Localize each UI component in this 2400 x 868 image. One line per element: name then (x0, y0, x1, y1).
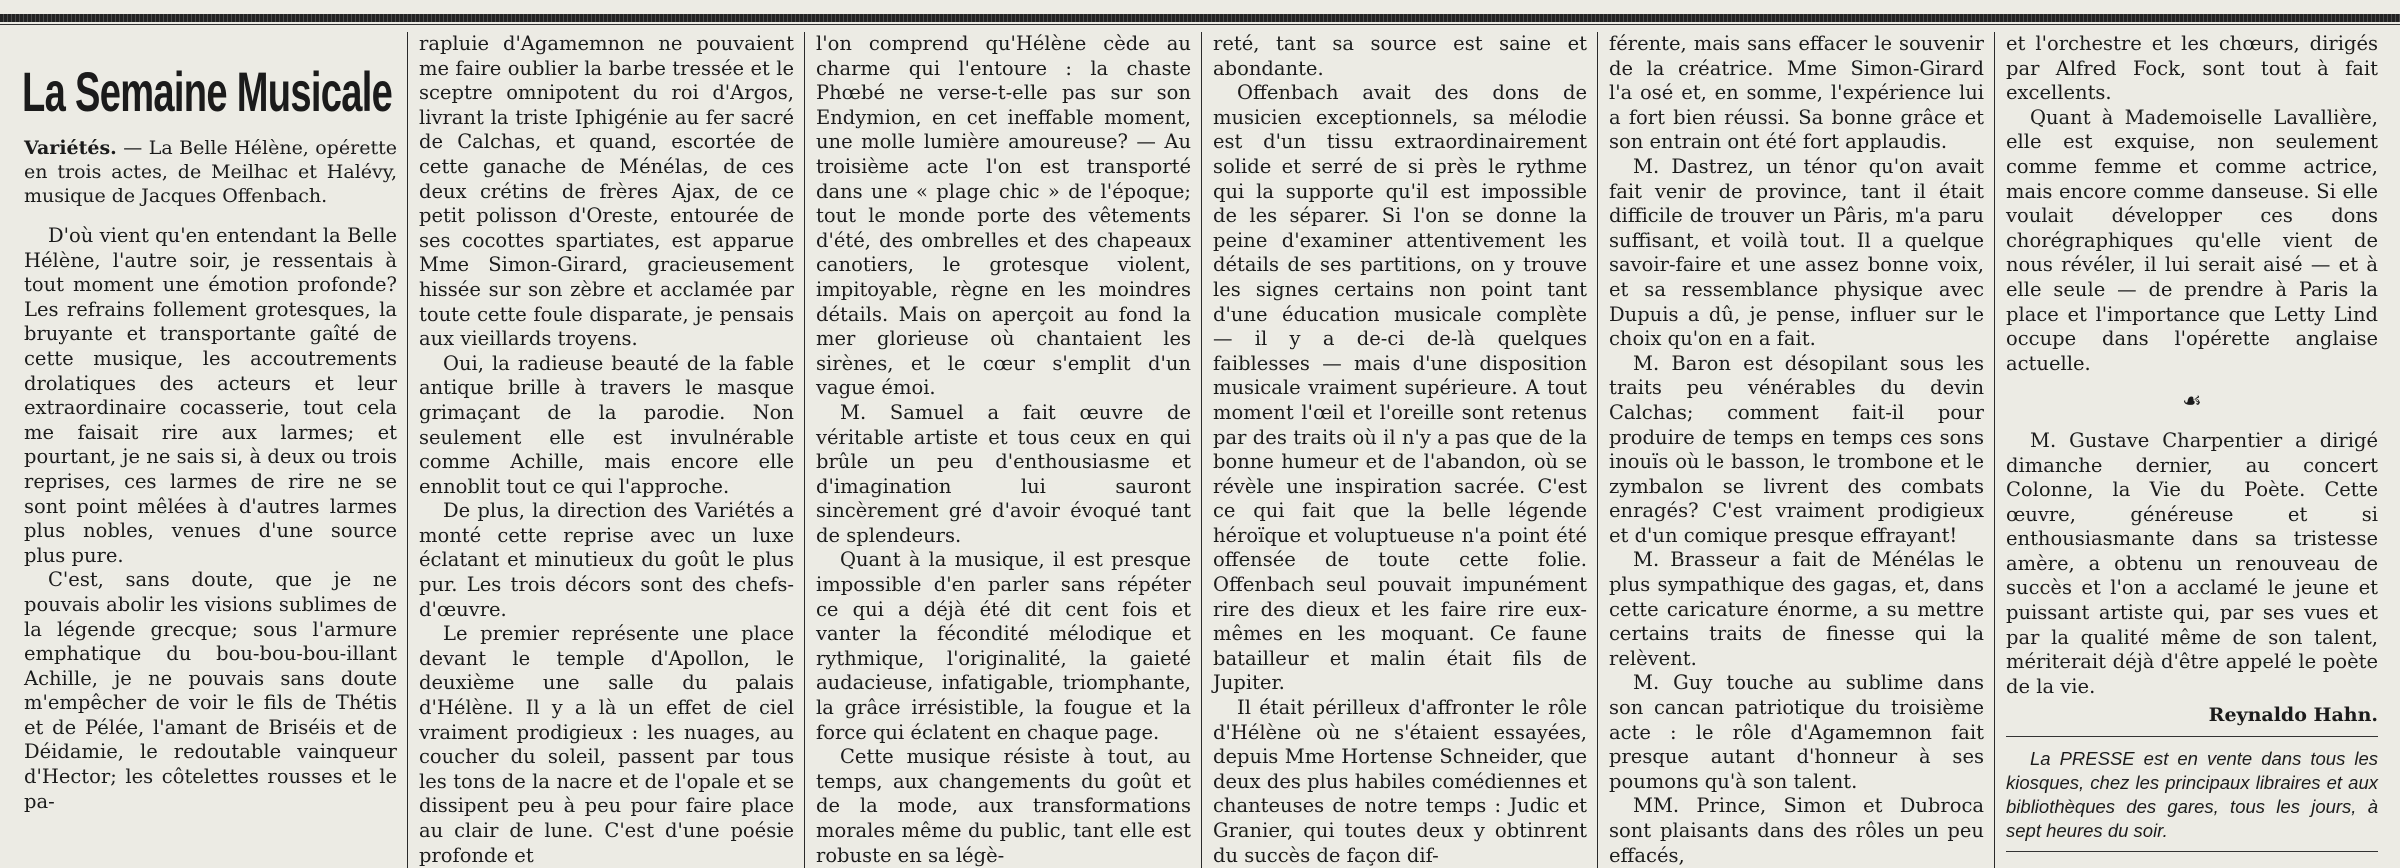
notice-rule (2006, 736, 2378, 737)
paragraph: Quant à Mademoiselle Lavallière, elle est exquise, non seulement comme femme et comme actrice, mais encore comme danseuse. Si elle voulait développer ces dons chorégraphiques qu'elle vient de nous révéler, il lui serait aisé — et à elle seule — de prendre à Paris la place et l'importance que Letty Lind occupe dans l'opérette anglaise actuelle. (2006, 105, 2378, 375)
paragraph: et l'orchestre et les chœurs, dirigés par Alfred Fock, sont tout à fait excellents. (2006, 32, 2378, 105)
paragraph: M. Dastrez, un ténor qu'on avait fait venir de province, tant il était difficile de trouver un Pâris, m'a paru suffisant, et voilà tout. Il a quelque savoir-faire et une assez bonne voix, et sa ressemblance physique avec Dupuis a dû, je pense, influer sur le choix qu'on en a fait. (1609, 154, 1984, 351)
paragraph: De plus, la direction des Variétés a monté cette reprise avec un luxe éclatant et minutieux du goût le plus pur. Les trois décors sont des chefs-d'œuvre. (419, 499, 794, 621)
article-columns (12, 32, 2388, 867)
rubric-label: Variétés. (24, 137, 117, 159)
column-3 (804, 32, 1201, 868)
column-6 (1994, 32, 2388, 868)
fleuron-separator: ☙ (2182, 389, 2202, 415)
column-2 (407, 32, 804, 868)
sales-notice: La PRESSE est en vente dans tous les kiosques, chez les principaux libraires et aux bibliothèques des gares, tous les jours, à sept heures du soir. (2006, 748, 2378, 842)
paragraph: M. Brasseur a fait de Ménélas le plus sympathique des gagas, et, dans cette caricature énorme, a su mettre certains traits de finesse qui la relèvent. (1609, 548, 1984, 670)
top-rule-thin (0, 24, 2400, 25)
masthead-title: La Semaine Musicale (22, 60, 393, 123)
paragraph: M. Gustave Charpentier a dirigé dimanche dernier, au concert Colonne, la Vie du Poète. Cette œuvre, généreuse et si enthousiasmante dans sa tristesse amère, a obtenu un renouveau de succès et l'on a acclamé le jeune et puissant artiste qui, par ses vues et par la qualité même de son talent, mériterait déjà d'être appelé le poète de la vie. (2006, 428, 2378, 698)
paragraph: Il était périlleux d'affronter le rôle d'Hélène où ne s'étaient essayées, depuis Mme Hortense Schneider, que deux des plus habiles comédiennes et chanteuses de notre temps : Judic et Granier, qui toutes deux y obtinrent du succès de façon dif- (1213, 696, 1587, 867)
paragraph: férente, mais sans effacer le souvenir de la créatrice. Mme Simon-Girard l'a osé et, en somme, l'expérience lui a fort bien réussi. Sa bonne grâce et son entrain ont été fort applaudis. (1609, 32, 1984, 154)
notice-bottom-rule (2006, 851, 2378, 852)
column-4 (1201, 32, 1597, 868)
paragraph: D'où vient qu'en entendant la Belle Hélène, l'autre soir, je ressentais à tout moment une émotion profonde? Les refrains follement grotesques, la bruyante et transportante gaîté de cette musique, les accoutrements drolatiques des acteurs et leur extraordinaire cocasserie, tout cela me faisait rire aux larmes; et pourtant, je ne sais si, à deux ou trois reprises, ces larmes de rire ne se sont point mêlées à d'autres larmes plus nobles, venues d'une source plus pure. (24, 224, 397, 567)
column-1 (12, 32, 407, 868)
paragraph: MM. Prince, Simon et Dubroca sont plaisants dans des rôles un peu effacés, (1609, 794, 1984, 867)
paragraph: Cette musique résiste à tout, au temps, aux changements du goût et de la mode, aux transformations morales même du public, tant elle est robuste en sa légè- (816, 745, 1191, 867)
top-rule (0, 14, 2400, 22)
paragraph: rapluie d'Agamemnon ne pouvaient me faire oublier la barbe tressée et le sceptre omnipotent du roi d'Argos, livrant la triste Iphigénie au fer sacré de Calchas, et quand, escortée de cette ganache de Ménélas, de ces deux crétins de frères Ajax, de ce petit polisson d'Oreste, entourée de ses cocottes spartiates, est apparue Mme Simon-Girard, gracieusement hissée sur son zèbre et acclamée par toute cette foule disparate, je pensais aux vieillards troyens. (419, 32, 794, 351)
review-rubric (24, 136, 397, 208)
paragraph: M. Baron est désopilant sous les traits peu vénérables du devin Calchas; comment fait-il pour produire de temps en temps ces sons inouïs où le basson, le trombone et le zymbalon se livrent des combats enragés? C'est vraiment prodigieux et d'un comique presque effrayant! (1609, 351, 1984, 547)
paragraph: M. Samuel a fait œuvre de véritable artiste et tous ceux en qui brûle un peu d'enthousiasme et d'imagination lui sauront sincèrement gré d'avoir évoqué tant de splendeurs. (816, 400, 1191, 547)
paragraph: Offenbach avait des dons de musicien exceptionnels, sa mélodie est d'un tissu extraordinairement solide et serré de si près le rythme qui la supporte qu'il est impossible de les séparer. Si l'on se donne la peine d'examiner attentivement les détails de ses partitions, on y trouve les signes certains non point tant d'une éducation musicale complète — il y a de-ci de-là quelques faiblesses — mais d'une disposition musicale vraiment supérieure. A tout moment l'œil et l'oreille sont retenus par des traits où il n'y a pas que de la bonne humeur et de l'abandon, où se révèle une inspiration sacrée. C'est ce qui fait que la belle légende héroïque et voluptueuse n'a point été offensée de toute cette folie. Offenbach seul pouvait impunément rire des dieux et les faire rire eux-mêmes en les moquant. Ce faune batailleur et malin était fils de Jupiter. (1213, 81, 1587, 695)
rubric-text: — La Belle Hélène, opérette en trois actes, de Meilhac et Halévy, musique de Jacques Offenbach. (24, 137, 397, 207)
paragraph: reté, tant sa source est saine et abondante. (1213, 32, 1587, 80)
paragraph: M. Guy touche au sublime dans son cancan patriotique du troisième acte : le rôle d'Agamemnon fait presque autant d'honneur à ses poumons qu'à son talent. (1609, 671, 1984, 793)
paragraph: C'est, sans doute, que je ne pouvais abolir les visions sublimes de la légende grecque; sous l'armure emphatique du bou-bou-bou-illant Achille, je ne pouvais sans doute m'empêcher de voir le fils de Thétis et de Pélée, l'amant de Briséis et de Déidamie, le redoutable vainqueur d'Hector; les côtelettes rousses et le pa- (24, 568, 397, 813)
paragraph: Le premier représente une place devant le temple d'Apollon, le deuxième une salle du palais d'Hélène. Il y a là un effet de ciel vraiment prodigieux : les nuages, au coucher du soleil, passent par tous les tons de la nacre et de l'opale et se dissipent peu à peu pour faire place au clair de lune. C'est d'une poésie profonde et (419, 622, 794, 867)
paragraph: Oui, la radieuse beauté de la fable antique brille à travers le masque grimaçant de la parodie. Non seulement elle est invulnérable comme Achille, mais encore elle ennoblit tout ce qui l'approche. (419, 351, 794, 498)
column-5 (1597, 32, 1994, 868)
paragraph: l'on comprend qu'Hélène cède au charme qui l'entoure : la chaste Phœbé ne verse-t-elle pas sur son Endymion, en cet ineffable moment, une molle lumière amoureuse? — Au troisième acte l'on est transporté dans une « plage chic » de l'époque; tout le monde porte des vêtements d'été, des ombrelles et des chapeaux canotiers, le grotesque violent, impitoyable, règne en les moindres détails. Mais on aperçoit au fond la mer glorieuse où chantaient les sirènes, et le cœur s'emplit d'un vague émoi. (816, 32, 1191, 400)
paragraph: Quant à la musique, il est presque impossible d'en parler sans répéter ce qui a déjà été dit cent fois et vanter la fécondité mélodique et rythmique, l'originalité, la gaieté audacieuse, infatigable, triomphante, la grâce irrésistible, la fougue et la force qui éclatent en chaque page. (816, 548, 1191, 744)
author-signature: Reynaldo Hahn. (2208, 704, 2378, 727)
